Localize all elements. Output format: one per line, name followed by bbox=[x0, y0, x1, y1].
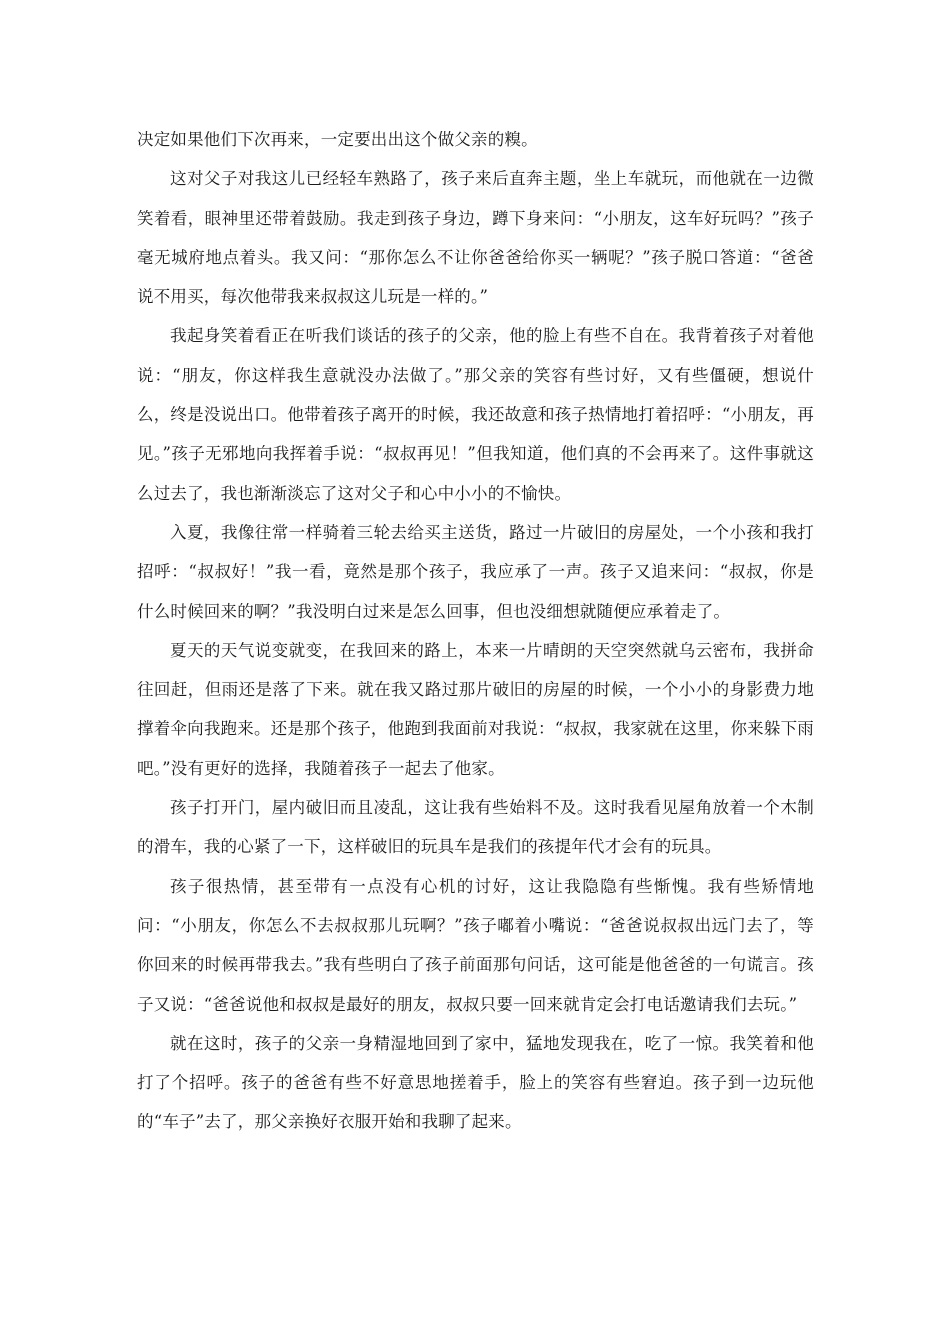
paragraph: 决定如果他们下次再来，一定要出出这个做父亲的糗。 bbox=[137, 130, 538, 149]
paragraph: 入夏，我像往常一样骑着三轮去给买主送货，路过一片破旧的房屋处，一个小孩和我打招呼：“叔叔好！”我一看，竟然是那个孩子，我应承了一声。孩子又追来问：“叔叔，你是什么时候回来的啊？”我没明白过来是怎么回事，但也没细想就随便应承着走了。 bbox=[137, 522, 814, 621]
paragraph: 这对父子对我这儿已经轻车熟路了，孩子来后直奔主题，坐上车就玩，而他就在一边微笑着看，眼神里还带着鼓励。我走到孩子身边，蹲下身来问：“小朋友，这车好玩吗？”孩子毫无城府地点着头。我又问：“那你怎么不让你爸爸给你买一辆呢？”孩子脱口答道：“爸爸说不用买，每次他带我来叔叔这儿玩是一样的。” bbox=[137, 169, 814, 307]
paragraph: 我起身笑着看正在听我们谈话的孩子的父亲，他的脸上有些不自在。我背着孩子对着他说：“朋友，你这样我生意就没办法做了。”那父亲的笑容有些讨好，又有些僵硬，想说什么，终是没说出口。他带着孩子离开的时候，我还故意和孩子热情地打着招呼：“小朋友，再见。”孩子无邪地向我挥着手说：“叔叔再见！”但我知道，他们真的不会再来了。这件事就这么过去了，我也渐渐淡忘了这对父子和心中小小的不愉快。 bbox=[137, 326, 814, 503]
paragraph: 夏天的天气说变就变，在我回来的路上，本来一片晴朗的天空突然就乌云密布，我拼命往回赶，但雨还是落了下来。就在我又路过那片破旧的房屋的时候，一个小小的身影费力地撑着伞向我跑来。还是那个孩子，他跑到我面前对我说：“叔叔，我家就在这里，你来躲下雨吧。”没有更好的选择，我随着孩子一起去了他家。 bbox=[137, 640, 814, 778]
document-body bbox=[137, 120, 814, 1142]
paragraph: 孩子打开门，屋内破旧而且凌乱，这让我有些始料不及。这时我看见屋角放着一个木制的滑车，我的心紧了一下，这样破旧的玩具车是我们的孩提年代才会有的玩具。 bbox=[137, 798, 814, 857]
paragraph: 就在这时，孩子的父亲一身精湿地回到了家中，猛地发现我在，吃了一惊。我笑着和他打了个招呼。孩子的爸爸有些不好意思地搓着手，脸上的笑容有些窘迫。孩子到一边玩他的“车子”去了，那父亲换好衣服开始和我聊了起来。 bbox=[137, 1033, 814, 1132]
paragraph: 孩子很热情，甚至带有一点没有心机的讨好，这让我隐隐有些惭愧。我有些矫情地问：“小朋友，你怎么不去叔叔那儿玩啊？”孩子嘟着小嘴说：“爸爸说叔叔出远门去了，等你回来的时候再带我去。”我有些明白了孩子前面那句问话，这可能是他爸爸的一句谎言。孩子又说：“爸爸说他和叔叔是最好的朋友，叔叔只要一回来就肯定会打电话邀请我们去玩。” bbox=[137, 876, 814, 1014]
